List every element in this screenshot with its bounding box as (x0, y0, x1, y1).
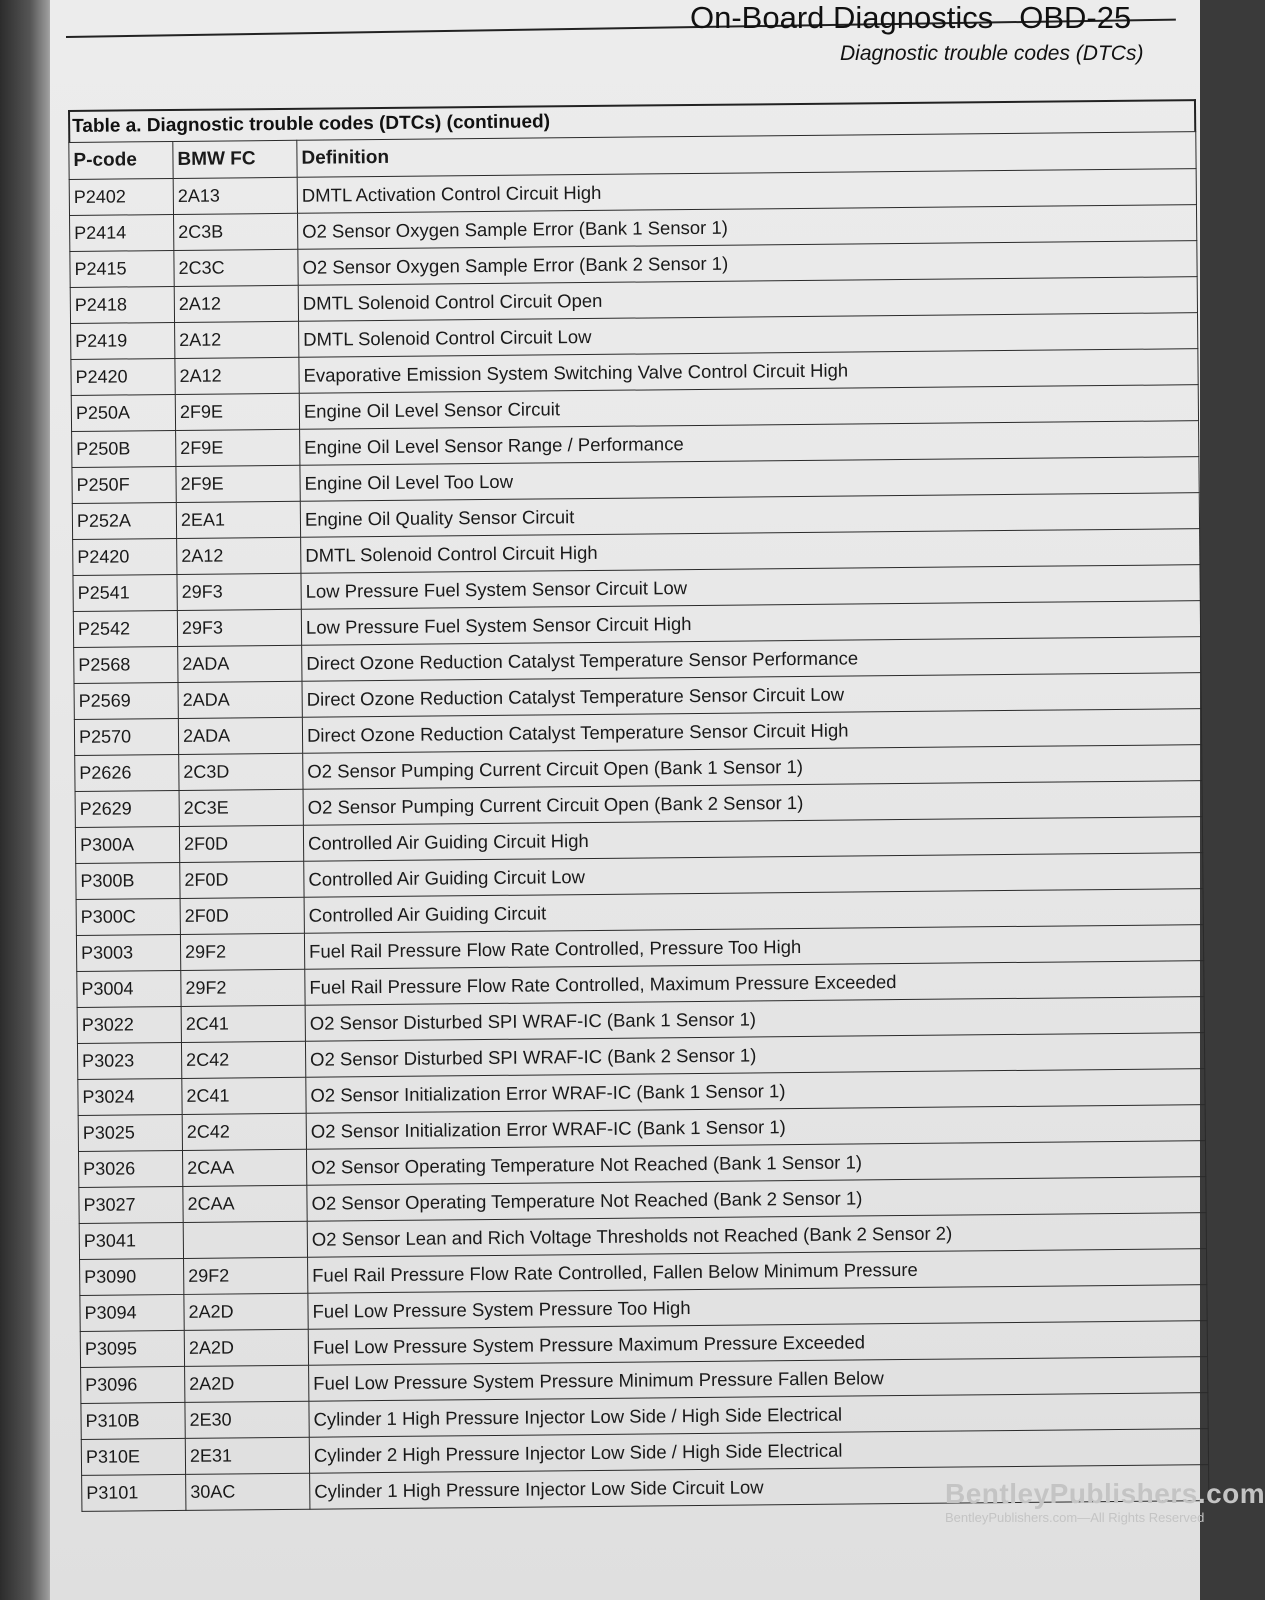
pcode-cell: P2541 (73, 574, 177, 611)
pcode-cell: P300A (75, 826, 179, 863)
pcode-cell: P2569 (74, 682, 178, 719)
book-gutter (0, 0, 56, 1600)
bmw-fc-cell: 2E30 (185, 1401, 309, 1438)
page-subtitle: Diagnostic trouble codes (DTCs) (840, 42, 1144, 65)
bmw-fc-cell: 2CAA (183, 1185, 307, 1222)
definition-cell: DMTL Solenoid Control Circuit High (301, 529, 1200, 574)
definition-cell: Controlled Air Guiding Circuit Low (304, 853, 1203, 898)
pcode-cell: P2420 (73, 538, 177, 575)
definition-cell: O2 Sensor Oxygen Sample Error (Bank 2 Sensor 1) (298, 241, 1197, 286)
pcode-cell: P300B (76, 862, 180, 899)
pcode-cell: P2420 (71, 358, 175, 395)
column-header-definition: Definition (297, 132, 1196, 178)
definition-cell: Cylinder 1 High Pressure Injector Low Side Circuit Low (310, 1465, 1209, 1510)
watermark-brand: BentleyPublishers (945, 1478, 1198, 1509)
pcode-cell: P3090 (80, 1258, 184, 1295)
pcode-cell: P3095 (80, 1330, 184, 1367)
bmw-fc-cell: 2ADA (178, 717, 302, 754)
definition-cell: Fuel Rail Pressure Flow Rate Controlled, Maximum Pressure Exceeded (305, 961, 1204, 1006)
bmw-fc-cell: 29F2 (184, 1257, 308, 1294)
definition-cell: Engine Oil Level Sensor Range / Performance (300, 421, 1199, 466)
pcode-cell: P3094 (80, 1294, 184, 1331)
pcode-cell: P250B (72, 430, 176, 467)
bmw-fc-cell: 29F2 (180, 933, 304, 970)
definition-cell: O2 Sensor Disturbed SPI WRAF-IC (Bank 1 Sensor 1) (305, 997, 1204, 1042)
watermark-brand-suffix: .com (1197, 1478, 1265, 1509)
definition-cell: O2 Sensor Pumping Current Circuit Open (Bank 2 Sensor 1) (303, 781, 1202, 826)
pcode-cell: P2629 (75, 790, 179, 827)
definition-cell: O2 Sensor Oxygen Sample Error (Bank 1 Sensor 1) (298, 205, 1197, 250)
bmw-fc-cell: 2F0D (180, 861, 304, 898)
definition-cell: Fuel Low Pressure System Pressure Too High (308, 1285, 1207, 1330)
bmw-fc-cell: 2C3E (179, 789, 303, 826)
table-caption: Table a. Diagnostic trouble codes (DTCs) (continued) (68, 99, 1196, 142)
definition-cell: Engine Oil Level Sensor Circuit (299, 385, 1198, 430)
pcode-cell: P2568 (74, 646, 178, 683)
definition-cell: DMTL Solenoid Control Circuit Low (299, 313, 1198, 358)
definition-cell: Controlled Air Guiding Circuit High (303, 817, 1202, 862)
bmw-fc-cell: 2F9E (176, 465, 300, 502)
definition-cell: DMTL Solenoid Control Circuit Open (298, 277, 1197, 322)
bmw-fc-cell: 2ADA (178, 645, 302, 682)
pcode-cell: P2626 (75, 754, 179, 791)
definition-cell: Cylinder 1 High Pressure Injector Low Side / High Side Electrical (309, 1393, 1208, 1438)
definition-cell: Fuel Low Pressure System Pressure Maximum Pressure Exceeded (308, 1321, 1207, 1366)
definition-cell: Fuel Low Pressure System Pressure Minimum Pressure Fallen Below (309, 1357, 1208, 1402)
definition-cell: Fuel Rail Pressure Flow Rate Controlled, Fallen Below Minimum Pressure (308, 1249, 1207, 1294)
section-title: On-Board Diagnostics (690, 0, 994, 35)
pcode-cell: P252A (72, 502, 176, 539)
pcode-cell: P2542 (73, 610, 177, 647)
bmw-fc-cell: 29F3 (177, 573, 301, 610)
pcode-cell: P2415 (70, 250, 174, 287)
bmw-fc-cell: 2A12 (175, 321, 299, 358)
definition-cell: DMTL Activation Control Circuit High (297, 169, 1196, 214)
definition-cell: O2 Sensor Initialization Error WRAF-IC (Bank 1 Sensor 1) (306, 1069, 1205, 1114)
bmw-fc-cell: 2A2D (184, 1293, 308, 1330)
pcode-cell: P2414 (70, 214, 174, 251)
bmw-fc-cell: 30AC (186, 1473, 310, 1510)
bmw-fc-cell: 2E31 (185, 1437, 309, 1474)
bmw-fc-cell (183, 1221, 307, 1258)
bmw-fc-cell: 2C42 (181, 1041, 305, 1078)
definition-cell: O2 Sensor Pumping Current Circuit Open (Bank 1 Sensor 1) (303, 745, 1202, 790)
definition-cell: O2 Sensor Lean and Rich Voltage Thresholds not Reached (Bank 2 Sensor 2) (307, 1213, 1206, 1258)
pcode-cell: P2418 (70, 286, 174, 323)
column-header-pcode: P-code (69, 141, 173, 179)
definition-cell: O2 Sensor Operating Temperature Not Reached (Bank 1 Sensor 1) (306, 1141, 1205, 1186)
definition-cell: Direct Ozone Reduction Catalyst Temperature Sensor Circuit Low (302, 673, 1201, 718)
pcode-cell: P300C (76, 898, 180, 935)
bmw-fc-cell: 2F0D (180, 897, 304, 934)
bmw-fc-cell: 2A12 (177, 537, 301, 574)
bmw-fc-cell: 2ADA (178, 681, 302, 718)
definition-cell: Direct Ozone Reduction Catalyst Temperature Sensor Circuit High (302, 709, 1201, 754)
pcode-cell: P3041 (79, 1222, 183, 1259)
pcode-cell: P3027 (79, 1186, 183, 1223)
page-number: OBD-25 (1019, 0, 1132, 35)
bmw-fc-cell: 2A13 (173, 177, 297, 214)
bmw-fc-cell: 2C3B (174, 213, 298, 250)
definition-cell: O2 Sensor Operating Temperature Not Reached (Bank 2 Sensor 1) (307, 1177, 1206, 1222)
table-body (69, 169, 1209, 1512)
bmw-fc-cell: 2EA1 (176, 501, 300, 538)
pcode-cell: P3022 (77, 1006, 181, 1043)
definition-cell: Engine Oil Quality Sensor Circuit (300, 493, 1199, 538)
pcode-cell: P3003 (76, 934, 180, 971)
pcode-cell: P3096 (81, 1366, 185, 1403)
definition-cell: Engine Oil Level Too Low (300, 457, 1199, 502)
definition-cell: Fuel Rail Pressure Flow Rate Controlled, Pressure Too High (304, 925, 1203, 970)
definition-cell: Low Pressure Fuel System Sensor Circuit Low (301, 565, 1200, 610)
pcode-cell: P3023 (77, 1042, 181, 1079)
bmw-fc-cell: 2A2D (184, 1329, 308, 1366)
pcode-cell: P3024 (78, 1078, 182, 1115)
bmw-fc-cell: 2C41 (181, 1005, 305, 1042)
definition-cell: O2 Sensor Disturbed SPI WRAF-IC (Bank 2 Sensor 1) (305, 1033, 1204, 1078)
bmw-fc-cell: 2A12 (174, 285, 298, 322)
bmw-fc-cell: 29F3 (177, 609, 301, 646)
pcode-cell: P310E (81, 1438, 185, 1475)
definition-cell: Direct Ozone Reduction Catalyst Temperature Sensor Performance (302, 637, 1201, 682)
pcode-cell: P3101 (82, 1474, 186, 1511)
definition-cell: Controlled Air Guiding Circuit (304, 889, 1203, 934)
bmw-fc-cell: 2C3C (174, 249, 298, 286)
bmw-fc-cell: 2F0D (179, 825, 303, 862)
pcode-cell: P250A (71, 394, 175, 431)
pcode-cell: P310B (81, 1402, 185, 1439)
bmw-fc-cell: 2A2D (185, 1365, 309, 1402)
pcode-cell: P3026 (78, 1150, 182, 1187)
definition-cell: Low Pressure Fuel System Sensor Circuit High (301, 601, 1200, 646)
pcode-cell: P250F (72, 466, 176, 503)
bmw-fc-cell: 29F2 (181, 969, 305, 1006)
bmw-fc-cell: 2C41 (182, 1077, 306, 1114)
page-header (690, 0, 1131, 36)
manual-page (50, 0, 1265, 1600)
publisher-watermark (945, 1478, 1265, 1525)
pcode-cell: P2570 (74, 718, 178, 755)
bmw-fc-cell: 2CAA (182, 1149, 306, 1186)
dtc-table (68, 131, 1209, 1512)
definition-cell: O2 Sensor Initialization Error WRAF-IC (Bank 1 Sensor 1) (306, 1105, 1205, 1150)
bmw-fc-cell: 2C42 (182, 1113, 306, 1150)
pcode-cell: P3025 (78, 1114, 182, 1151)
definition-cell: Evaporative Emission System Switching Valve Control Circuit High (299, 349, 1198, 394)
bmw-fc-cell: 2A12 (175, 357, 299, 394)
bmw-fc-cell: 2F9E (175, 393, 299, 430)
watermark-rights: BentleyPublishers.com—All Rights Reserved (945, 1510, 1205, 1525)
dtc-table-block (68, 99, 1209, 1512)
column-header-bmw-fc: BMW FC (173, 140, 297, 178)
pcode-cell: P3004 (77, 970, 181, 1007)
definition-cell: Cylinder 2 High Pressure Injector Low Side / High Side Electrical (309, 1429, 1208, 1474)
pcode-cell: P2402 (69, 178, 173, 215)
bmw-fc-cell: 2C3D (179, 753, 303, 790)
pcode-cell: P2419 (71, 322, 175, 359)
bmw-fc-cell: 2F9E (176, 429, 300, 466)
